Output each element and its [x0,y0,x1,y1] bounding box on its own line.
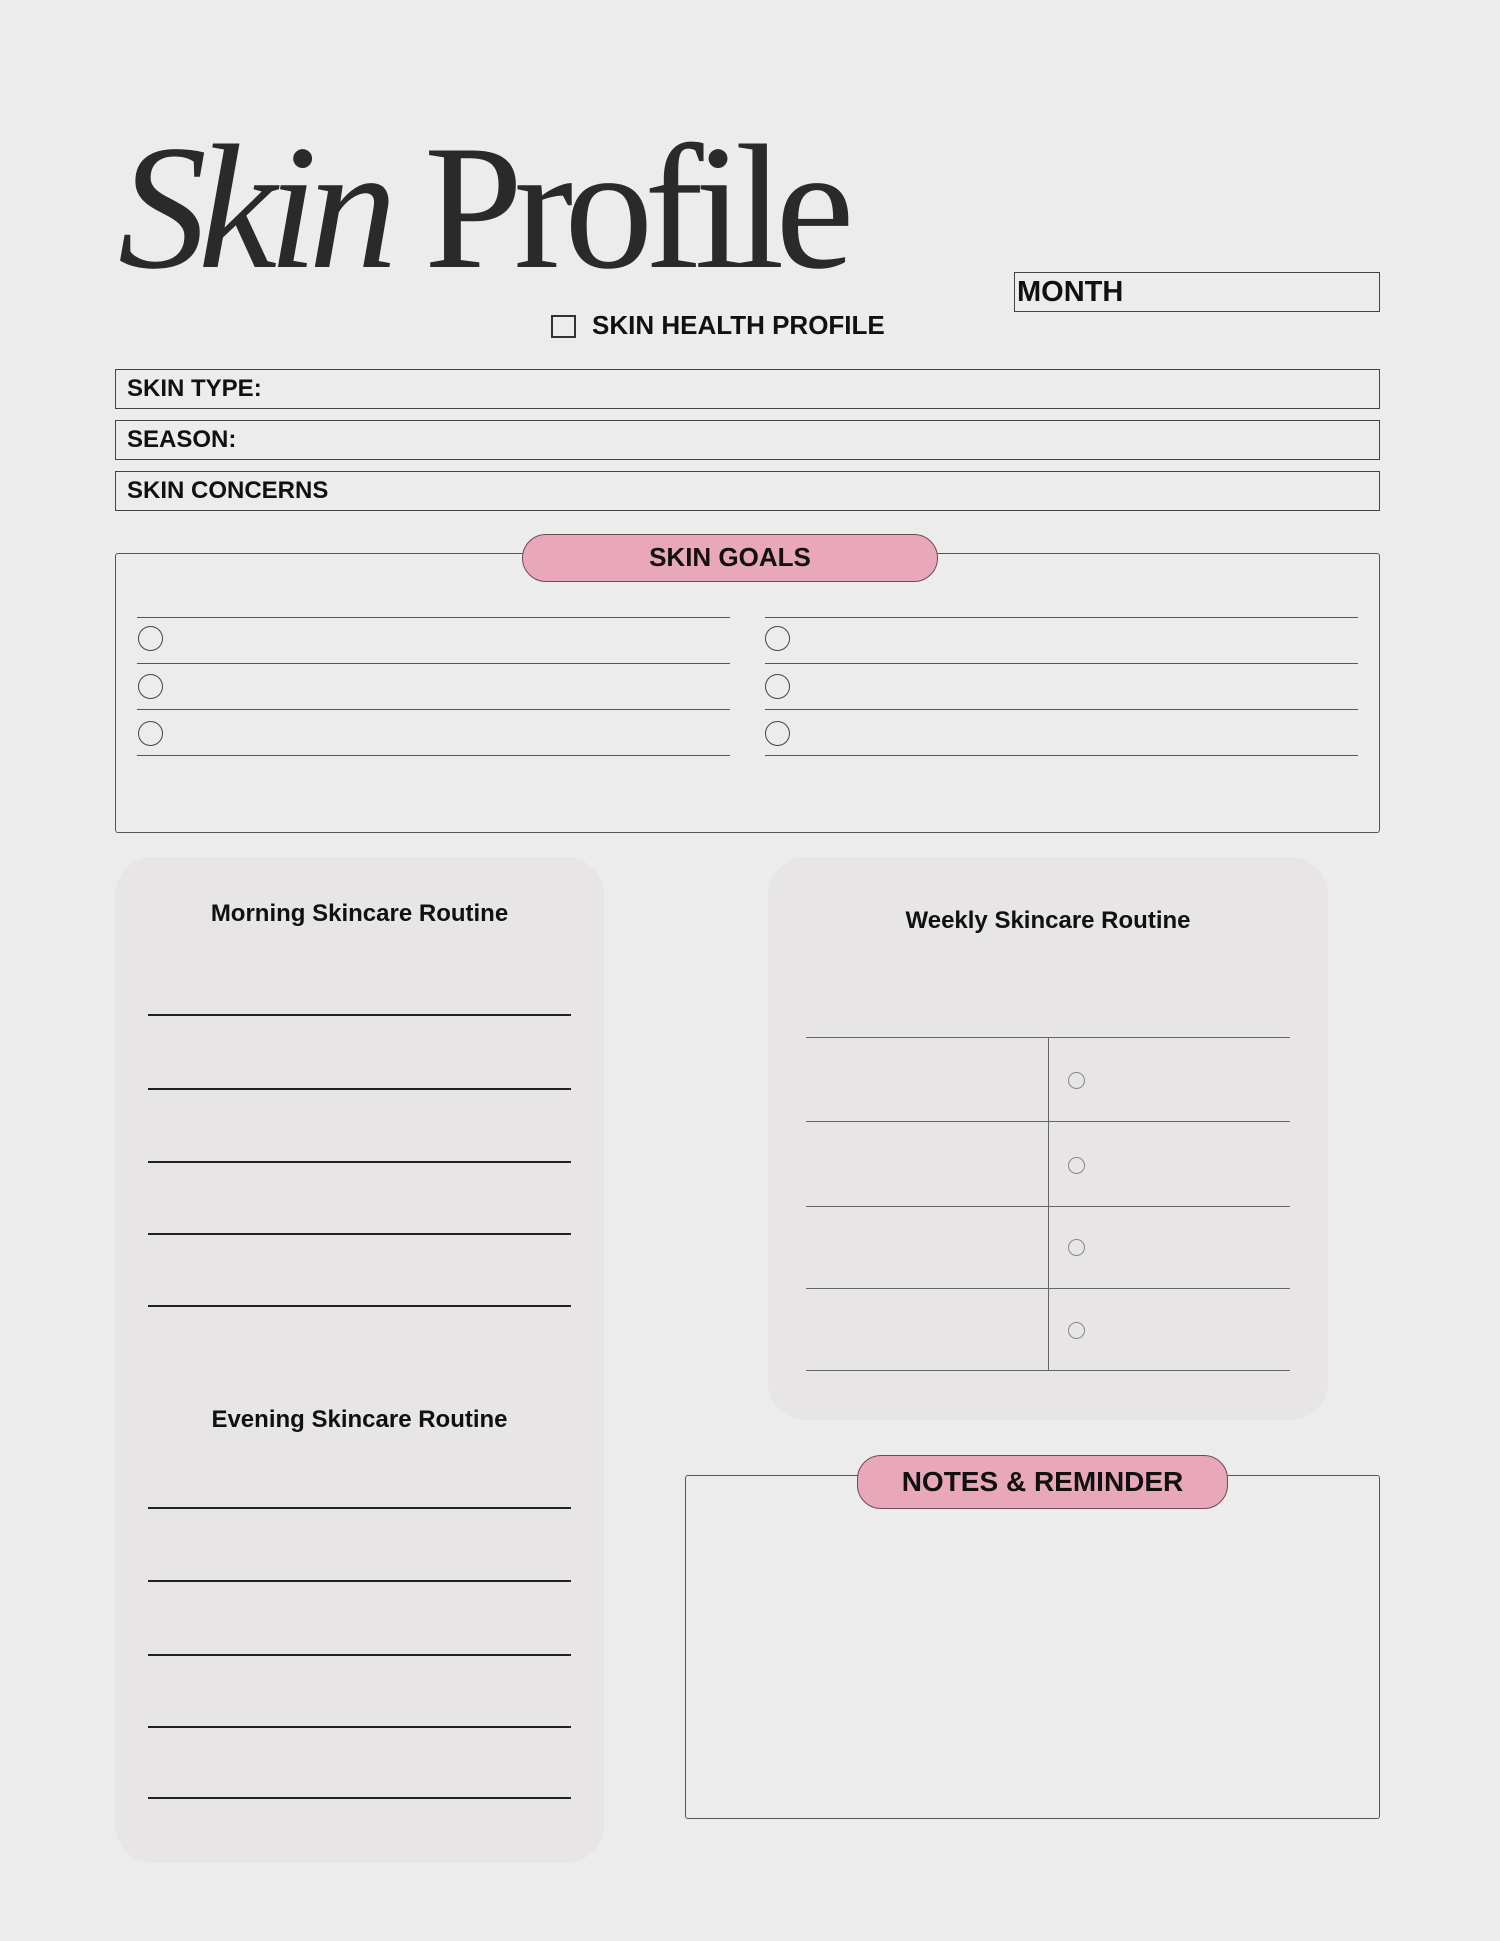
goal-line [137,663,730,664]
weekly-check-circle[interactable] [1068,1072,1085,1089]
morning-routine-line[interactable] [148,1088,571,1090]
goal-line [765,709,1358,710]
weekly-routine-heading: Weekly Skincare Routine [905,907,1191,934]
evening-routine-line[interactable] [148,1507,571,1509]
page-title-word-profile: Profile [423,108,846,306]
goal-line [765,617,1358,618]
skin-health-profile-label: SKIN HEALTH PROFILE [592,310,885,340]
notes-heading: NOTES & REMINDER [857,1455,1228,1509]
weekly-check-circle[interactable] [1068,1157,1085,1174]
morning-routine-line[interactable] [148,1233,571,1235]
month-field[interactable]: MONTH [1014,272,1380,312]
evening-routine-line[interactable] [148,1580,571,1582]
weekly-check-circle[interactable] [1068,1322,1085,1339]
skin-type-field[interactable]: SKIN TYPE: [115,369,1380,409]
skin-goals-box [115,553,1380,833]
goal-check-circle[interactable] [138,721,163,746]
morning-routine-heading: Morning Skincare Routine [210,900,509,927]
skin-goals-heading: SKIN GOALS [522,534,938,582]
weekly-check-circle[interactable] [1068,1239,1085,1256]
goal-check-circle[interactable] [765,626,790,651]
daily-routine-panel [115,857,604,1863]
evening-routine-line[interactable] [148,1654,571,1656]
morning-routine-line[interactable] [148,1161,571,1163]
goal-line [765,663,1358,664]
weekly-table-divider [1048,1037,1049,1370]
morning-routine-line[interactable] [148,1305,571,1307]
goal-check-circle[interactable] [138,626,163,651]
goal-line [137,709,730,710]
season-field[interactable]: SEASON: [115,420,1380,460]
goal-check-circle[interactable] [765,721,790,746]
page-title [118,108,846,306]
weekly-table-line [806,1370,1290,1371]
page-title-word-skin: Skin [118,108,389,306]
goal-line [137,755,730,756]
evening-routine-line[interactable] [148,1726,571,1728]
notes-box[interactable] [685,1475,1380,1819]
goal-check-circle[interactable] [765,674,790,699]
skin-concerns-field[interactable]: SKIN CONCERNS [115,471,1380,511]
goal-line [137,617,730,618]
evening-routine-line[interactable] [148,1797,571,1799]
morning-routine-line[interactable] [148,1014,571,1016]
evening-routine-heading: Evening Skincare Routine [211,1406,508,1433]
skin-health-profile-checkbox[interactable] [551,315,576,338]
goal-check-circle[interactable] [138,674,163,699]
goal-line [765,755,1358,756]
